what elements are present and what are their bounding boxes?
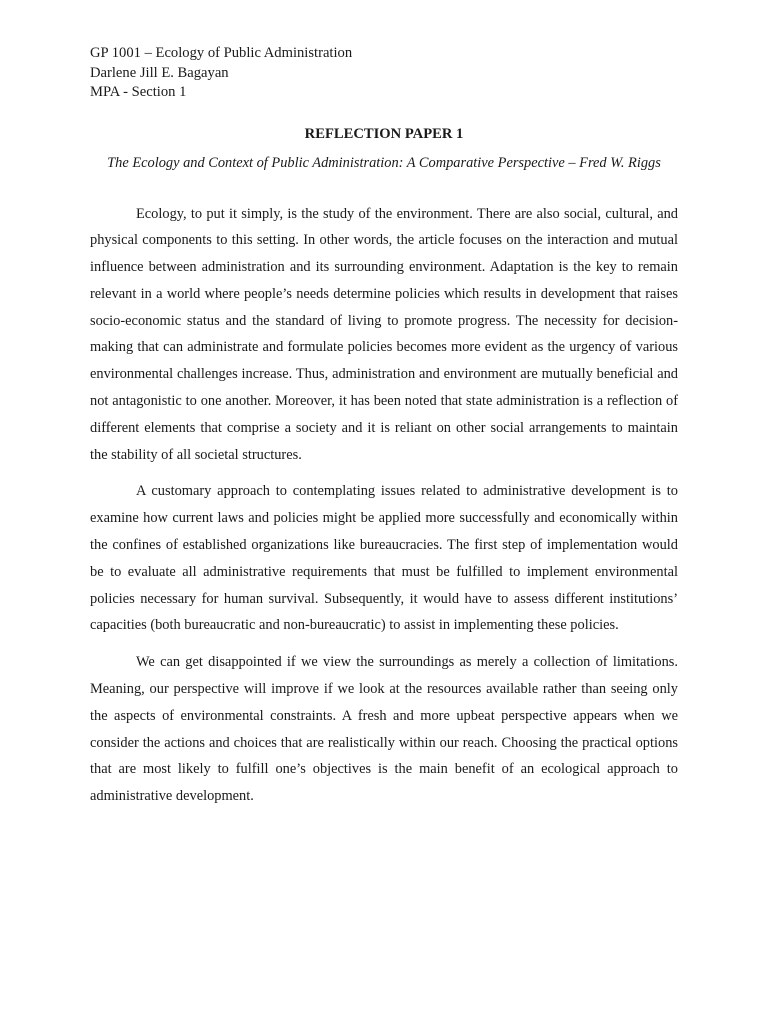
course-line: GP 1001 – Ecology of Public Administration <box>90 45 353 61</box>
paragraph-1: Ecology, to put it simply, is the study of the environment. There are also social, cultural, and physical components to this setting. In other words, the article focuses on the interaction and mutual influence between administration and its surrounding environment. Adaptation is the key to remain relevant in a world where people’s needs determine policies which results in development that raises socio-economic status and the standard of living to promote progress. The necessity for decision-making that can administrate and formulate policies becomes more evident as the urgency of various environmental challenges increase. Thus, administration and environment are mutually beneficial and not antagonistic to one another. Moreover, it has been noted that state administration is a reflection of different elements that comprise a society and it is reliant on other social arrangements to maintain the stability of all societal structures. <box>90 205 678 463</box>
document-page <box>90 44 678 820</box>
author-line: Darlene Jill E. Bagayan <box>90 64 229 81</box>
paragraph-3: We can get disappointed if we view the surroundings as merely a collection of limitations. Meaning, our perspective will improve if we look at the resources available rather than seeing only the aspects of environmental constraints. A fresh and more upbeat perspective appears when we consider the actions and choices that are realistically within our reach. Choosing the practical options that are most likely to fulfill one’s objectives is the main benefit of an ecological approach to administrative development. <box>90 654 678 805</box>
paper-subtitle: The Ecology and Context of Public Administration: A Comparative Perspective – Fred W. Riggs <box>107 154 661 171</box>
paper-body <box>90 201 678 811</box>
section-line: MPA - Section 1 <box>90 84 187 100</box>
paragraph-2: A customary approach to contemplating issues related to administrative development is to examine how current laws and policies might be applied more successfully and economically within the confines of established organizations like bureaucracies. The first step of implementation would be to evaluate all administrative requirements that must be fulfilled to implement environmental policies necessary for human survival. Subsequently, it would have to assess different institutions’ capacities (both bureaucratic and non-bureaucratic) to assist in implementing these policies. <box>90 483 678 634</box>
paper-title: REFLECTION PAPER 1 <box>304 125 464 142</box>
